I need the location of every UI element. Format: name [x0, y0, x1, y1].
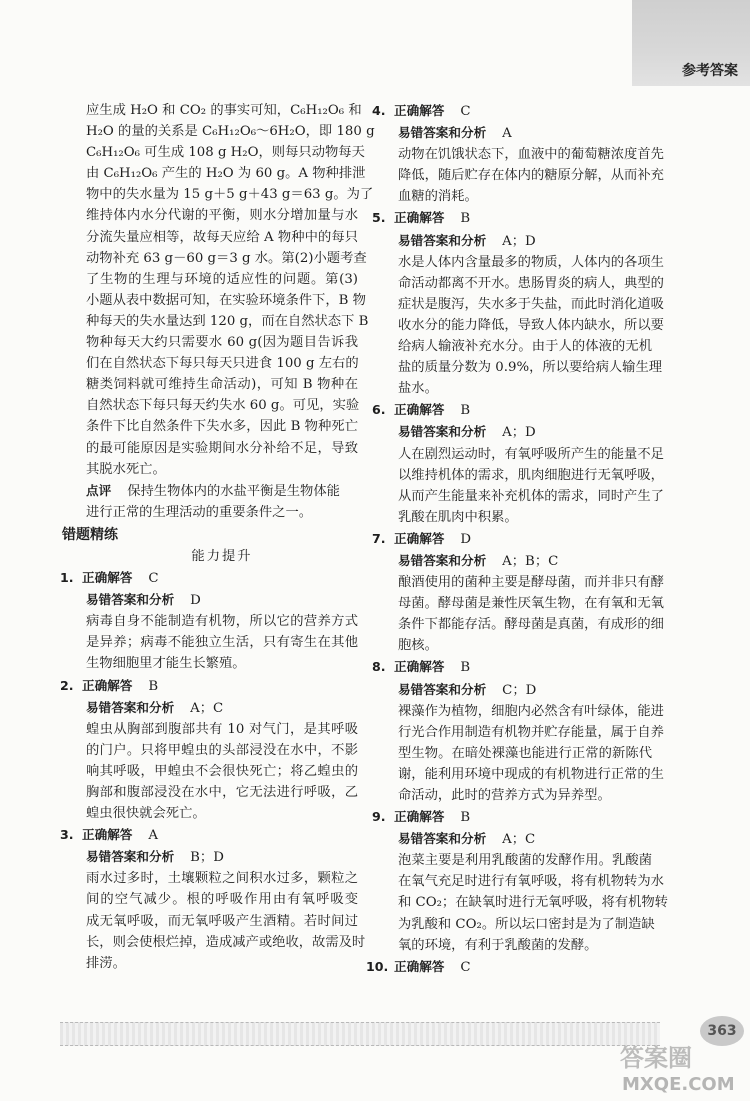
correct-answer-label: 正确解答: [394, 809, 445, 825]
text-line: 间的空气减少。根的呼吸作用由有氧呼吸变: [86, 892, 358, 908]
correct-answer-value: B: [460, 660, 471, 676]
question-6: [372, 399, 664, 528]
answer-explanation-continued: [86, 100, 375, 480]
correct-answer-value: D: [460, 531, 472, 547]
text-line: 长，则会使根烂掉，造成减产或绝收，故需及时: [86, 934, 366, 950]
analysis-label: 易错答案和分析: [398, 232, 487, 248]
question-number: 7.: [372, 530, 386, 546]
text-line: 病毒自身不能制造有机物，所以它的营养方式: [86, 614, 358, 630]
question-3: [60, 824, 366, 974]
text-line: 症状是腹泻，失水多于失盐，而此时消化道吸: [398, 296, 664, 312]
text-line: 物种每天大约只需要水 60 g(因为题目告诉我: [86, 335, 358, 351]
watermark-subtext: MXQE.COM: [622, 1074, 735, 1095]
question-number: 3.: [60, 827, 74, 843]
question-number: 2.: [60, 677, 74, 693]
analysis-value: A；D: [502, 233, 536, 249]
question-number: 9.: [372, 809, 386, 825]
analysis-label: 易错答案和分析: [86, 849, 175, 865]
text-line: C₆H₁₂O₆ 可生成 108 g H₂O，则每只动物每天: [86, 145, 365, 161]
question-number: 1.: [60, 570, 74, 586]
subsection-title: 能力提升: [191, 548, 253, 564]
analysis-label: 易错答案和分析: [398, 552, 487, 568]
analysis-value: C；D: [502, 682, 537, 698]
analysis-value: A；B；C: [502, 553, 559, 569]
text-line: 其脱水死亡。: [86, 461, 166, 477]
text-line: 血糖的消耗。: [398, 189, 478, 205]
comment-block: [86, 480, 358, 523]
correct-answer-value: B: [460, 403, 471, 419]
text-line: 降低，随后贮存在体内的糖原分解，从而补充: [398, 168, 664, 184]
text-line: 动物在饥饿状态下，血液中的葡萄糖浓度首先: [398, 147, 664, 163]
question-7: [372, 528, 664, 657]
text-line: 条件下都能存活。酵母菌是真菌，有成形的细: [398, 617, 664, 633]
text-line: 种每天的失水量达到 120 g，而在自然状态下 B: [86, 313, 369, 329]
question-10: [366, 956, 652, 978]
question-1: [60, 567, 358, 674]
correct-answer-value: A: [148, 828, 158, 844]
text-line: 母菌。酵母菌是兼性厌氧生物，在有氧和无氧: [398, 596, 664, 612]
correct-answer-label: 正确解答: [82, 827, 133, 843]
right-column: [366, 100, 668, 978]
text-line: 和 CO₂；在缺氧时进行无氧呼吸，将有机物转: [398, 895, 668, 911]
footer-decoration: [60, 1022, 660, 1046]
text-line: 分流失量应相等，故每天应给 A 物种中的每只: [86, 229, 358, 245]
text-line: 们在自然状态下每只每天只进食 100 g 左右的: [86, 356, 359, 372]
text-line: 了生物的生理与环境的适应性的问题。第(3): [86, 271, 358, 287]
correct-answer-label: 正确解答: [394, 210, 445, 226]
text-line: 在氧气充足时进行有氧呼吸，将有机物转为水: [398, 874, 664, 890]
correct-answer-label: 正确解答: [82, 677, 133, 693]
analysis-value: A；C: [190, 700, 224, 716]
text-line: 糖类饲料就可维持生命活动)，可知 B 物种在: [86, 377, 358, 393]
text-line: 水是人体内含量最多的物质，人体内的各项生: [398, 254, 664, 270]
text-line: 响其呼吸，甲蝗虫不会很快死亡；将乙蝗虫的: [86, 763, 358, 779]
text-line: 雨水过多时，土壤颗粒之间积水过多，颗粒之: [86, 871, 358, 887]
text-line: 动物补充 63 g－60 g＝3 g 水。第(2)小题考查: [86, 250, 367, 266]
question-number: 8.: [372, 659, 386, 675]
analysis-value: A: [502, 126, 512, 142]
text-line: 泡菜主要是利用乳酸菌的发酵作用。乳酸菌: [398, 853, 652, 869]
text-line: 维持体内水分代谢的平衡，则水分增加量与水: [86, 208, 358, 224]
text-line: 自然状态下每只每天约失水 60 g。可见，实验: [86, 398, 360, 414]
analysis-label: 易错答案和分析: [398, 831, 487, 847]
text-line: 条件下比自然条件下失水多，因此 B 物种死亡: [86, 419, 358, 435]
text-line: 蝗虫很快就会死亡。: [86, 806, 206, 822]
text-line: 谢，能利用环境中现成的有机物进行正常的生: [398, 766, 664, 782]
text-line: 成无氧呼吸，而无氧呼吸产生酒精。若时间过: [86, 913, 358, 929]
analysis-label: 易错答案和分析: [398, 125, 487, 141]
page-number: 363: [700, 1016, 744, 1046]
question-number: 6.: [372, 402, 386, 418]
question-number: 5.: [372, 210, 386, 226]
text-line: 行光合作用制造有机物并贮存能量，属于自养: [398, 724, 664, 740]
text-line: 裸藻作为植物，细胞内必然含有叶绿体，能进: [398, 703, 664, 719]
text-line: 保持生物体内的水盐平衡是生物体能: [127, 483, 340, 499]
text-line: 给病人输液补充水分。由于人的体液的无机: [398, 339, 652, 355]
question-5: [372, 207, 664, 399]
text-line: 是异养；病毒不能独立生活，只有寄生在其他: [86, 635, 358, 651]
section-title: 错题精练: [62, 526, 118, 543]
correct-answer-label: 正确解答: [394, 402, 445, 418]
watermark-text: 答案圈: [620, 1044, 692, 1072]
correct-answer-value: B: [460, 211, 471, 227]
text-line: 酿酒使用的菌种主要是酵母菌，而并非只有酵: [398, 575, 664, 591]
page-header-title: 参考答案: [682, 63, 738, 79]
watermark-logo: [612, 1040, 750, 1096]
analysis-value: B；D: [190, 850, 224, 866]
text-line: 为乳酸和 CO₂。所以坛口密封是为了制造缺: [398, 916, 655, 932]
analysis-value: A；D: [502, 425, 536, 441]
left-column: [60, 100, 375, 974]
correct-answer-value: C: [460, 104, 471, 119]
correct-answer-value: C: [148, 571, 159, 587]
text-line: 蝗虫从胸部到腹部共有 10 对气门，是其呼吸: [86, 721, 358, 737]
text-line: 收水分的能力降低，导致人体内缺水，所以要: [398, 317, 664, 333]
correct-answer-label: 正确解答: [82, 570, 133, 586]
analysis-label: 易错答案和分析: [398, 424, 487, 440]
question-2: [60, 675, 358, 825]
text-line: 氧的环境，有利于乳酸菌的发酵。: [398, 937, 598, 953]
text-line: 进行正常的生理活动的重要条件之一。: [86, 504, 313, 520]
correct-answer-label: 正确解答: [394, 958, 445, 974]
correct-answer-label: 正确解答: [394, 103, 445, 118]
analysis-label: 易错答案和分析: [86, 699, 175, 715]
correct-answer-label: 正确解答: [394, 530, 445, 546]
text-line: 盐水。: [398, 381, 438, 397]
analysis-label: 易错答案和分析: [86, 592, 175, 608]
text-line: 命活动都离不开水。患肠胃炎的病人，典型的: [398, 275, 664, 291]
text-line: H₂O 的量的关系是 C₆H₁₂O₆～6H₂O，即 180 g: [86, 124, 375, 140]
text-line: 生物细胞里才能生长繁殖。: [86, 656, 246, 672]
text-line: 命活动，此时的营养方式为异养型。: [398, 788, 611, 803]
text-line: 从而产生能量来补充机体的需求，同时产生了: [398, 488, 664, 504]
correct-answer-value: B: [148, 678, 159, 694]
text-line: 排涝。: [86, 955, 126, 971]
analysis-value: D: [190, 593, 201, 609]
text-line: 的最可能原因是实验期间水分补给不足，导致: [86, 440, 358, 456]
question-8: [372, 656, 664, 806]
text-line: 胞核。: [398, 638, 438, 654]
analysis-value: A；C: [502, 832, 536, 848]
text-line: 盐的质量分数为 0.9%，所以要给病人输生理: [398, 360, 663, 376]
question-number: 10.: [366, 958, 389, 974]
question-4: [372, 100, 664, 207]
text-line: 的门户。只将甲蝗虫的头部浸没在水中，不影: [86, 742, 358, 758]
text-line: 乳酸在肌肉中积累。: [398, 509, 518, 525]
text-line: 胸部和腹部浸没在水中，它无法进行呼吸，乙: [86, 785, 358, 800]
text-line: 小题从表中数据可知，在实验环境条件下，B 物: [86, 292, 366, 308]
text-line: 人在剧烈运动时，有氧呼吸所产生的能量不足: [398, 446, 664, 462]
correct-answer-value: C: [460, 959, 471, 975]
correct-answer-value: B: [460, 810, 471, 826]
question-9: [372, 806, 668, 956]
text-line: 型生物。在暗处裸藻也能进行正常的新陈代: [398, 745, 652, 761]
text-line: 应生成 H₂O 和 CO₂ 的事实可知，C₆H₁₂O₆ 和: [86, 103, 362, 118]
text-line: 由 C₆H₁₂O₆ 产生的 H₂O 为 60 g。A 物种排泄: [86, 166, 366, 182]
correct-answer-label: 正确解答: [394, 659, 445, 675]
text-line: 以维持机体的需求，肌肉细胞进行无氧呼吸，: [398, 467, 664, 483]
analysis-label: 易错答案和分析: [398, 681, 487, 697]
text-line: 物中的失水量为 15 g＋5 g＋43 g＝63 g。为了: [86, 187, 374, 203]
question-number: 4.: [372, 103, 386, 118]
comment-label: 点评: [86, 482, 112, 498]
